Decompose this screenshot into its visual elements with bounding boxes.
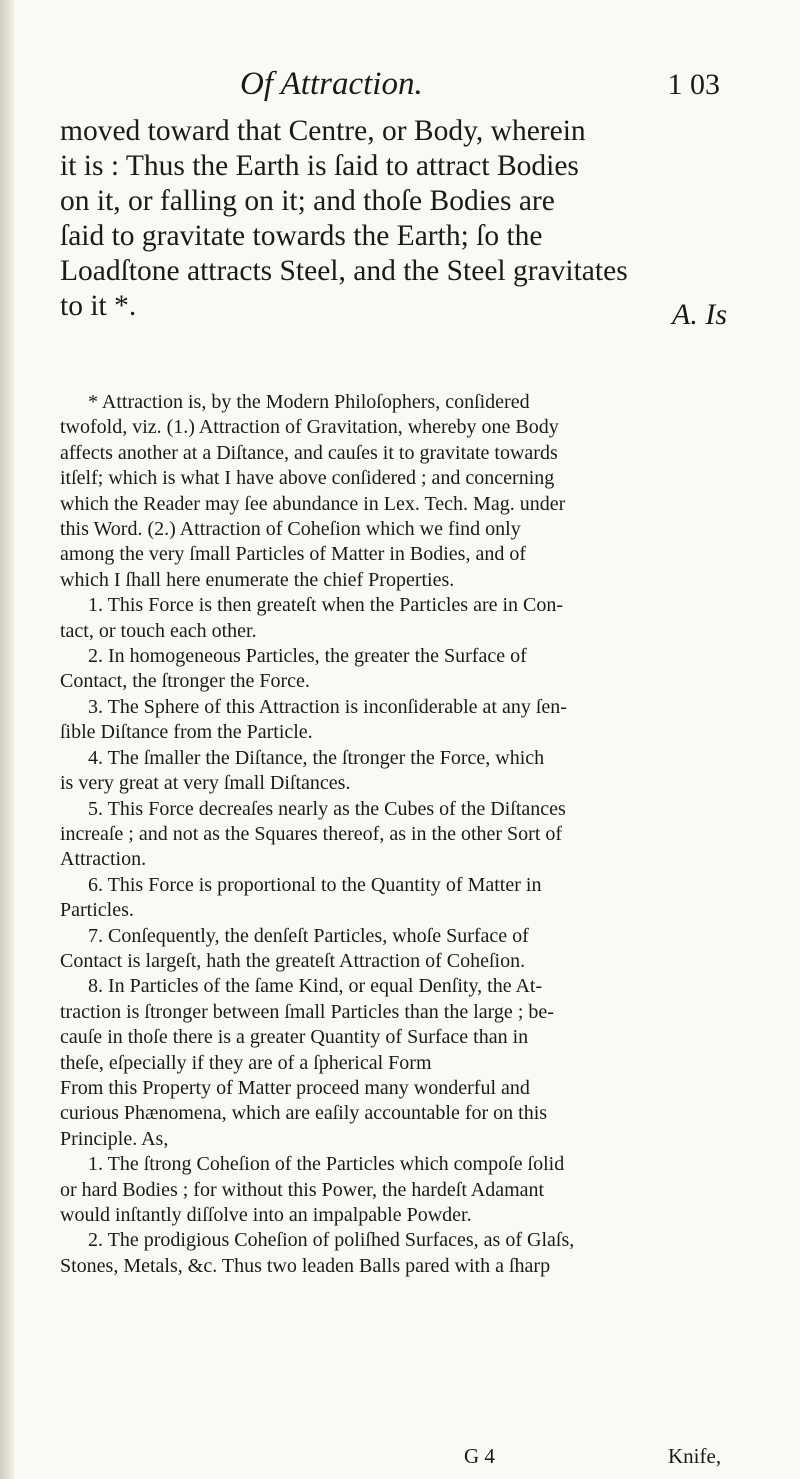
footnote-line: From this Property of Matter proceed many wonderful and	[60, 1076, 530, 1099]
footnote-line: ſible Diſtance from the Particle.	[60, 721, 313, 744]
text-line: on it, or falling on it; and thoſe Bodies are	[60, 185, 555, 217]
text-line: it is : Thus the Earth is ſaid to attract Bodies	[60, 150, 579, 182]
footnote-line: Stones, Metals, &c. Thus two leaden Balls pared with a ſharp	[60, 1254, 551, 1277]
footnote-line: which I ſhall here enumerate the chief Properties.	[60, 568, 455, 591]
page-number: 1 03	[667, 68, 720, 101]
running-head: Of Attraction.	[240, 66, 423, 102]
footnote-line: twofold, viz. (1.) Attraction of Gravitation, whereby one Body	[60, 416, 559, 439]
footnote-line: among the very ſmall Particles of Matter in Bodies, and of	[60, 543, 526, 566]
footnote-line: Particles.	[60, 899, 134, 922]
footnote-line: * Attraction is, by the Modern Philoſophers, conſidered	[88, 391, 530, 413]
footnote-line: this Word. (2.) Attraction of Coheſion which we find only	[60, 518, 521, 541]
footnote-line: 5. This Force decreaſes nearly as the Cubes of the Diſtances	[88, 797, 566, 820]
footnote-line: traction is ſtronger between ſmall Particles than the large ; be-	[60, 1000, 554, 1023]
main-text	[60, 114, 740, 324]
footnote-line: increaſe ; and not as the Squares thereof, as in the other Sort of	[60, 822, 563, 845]
page-binding-edge	[0, 0, 14, 1479]
footnote-line: 4. The ſmaller the Diſtance, the ſtronger the Force, which	[88, 746, 545, 769]
text-line: ſaid to gravitate towards the Earth; ſo the	[60, 220, 543, 252]
footnote-line: 1. This Force is then greateſt when the Particles are in Con-	[88, 594, 564, 617]
page-header	[60, 66, 720, 116]
footnote-line: 8. In Particles of the ſame Kind, or equal Denſity, the At-	[88, 975, 543, 998]
footnote-line: or hard Bodies ; for without this Power, the hardeſt Adamant	[60, 1178, 545, 1201]
catchword-bottom: Knife,	[668, 1444, 722, 1468]
footnote-line: 1. The ſtrong Coheſion of the Particles which compoſe ſolid	[88, 1153, 565, 1176]
footnote-line: is very great at very ſmall Diſtances.	[60, 772, 351, 795]
footnote-line: Attraction.	[60, 848, 147, 871]
catchword-top: A. Is	[672, 298, 727, 331]
footnote-line: curious Phænomena, which are eaſily accountable for on this	[60, 1102, 548, 1125]
text-line: Loadſtone attracts Steel, and the Steel gravitates	[60, 255, 628, 287]
footnote-line: Contact, the ſtronger the Force.	[60, 670, 310, 693]
footnote-line: 2. The prodigious Coheſion of poliſhed Surfaces, as of Glaſs,	[88, 1229, 575, 1252]
footnote-line: would inſtantly diſſolve into an impalpable Powder.	[60, 1204, 472, 1226]
footnote-line: tact, or touch each other.	[60, 619, 257, 642]
footnote-line: affects another at a Diſtance, and cauſes it to gravitate towards	[60, 441, 558, 464]
footnote-line: cauſe in thoſe there is a greater Quantity of Surface than in	[60, 1026, 529, 1049]
text-line: to it *.	[60, 290, 137, 322]
footnote-line: Principle. As,	[60, 1127, 169, 1150]
text-line: moved toward that Centre, or Body, wherein	[60, 115, 586, 147]
footnote-line: 7. Conſequently, the denſeſt Particles, whoſe Surface of	[88, 924, 529, 947]
footnote-line: itſelf; which is what I have above conſidered ; and concerning	[60, 467, 555, 490]
footnote-line: 3. The Sphere of this Attraction is inconſiderable at any ſen-	[88, 695, 567, 718]
footnote-line: 2. In homogeneous Particles, the greater the Surface of	[88, 645, 527, 668]
footnote-line: theſe, eſpecially if they are of a ſpherical Form	[60, 1051, 432, 1074]
footnote-line: Contact is largeſt, hath the greateſt Attraction of Coheſion.	[60, 949, 526, 972]
footnote-line: 6. This Force is proportional to the Quantity of Matter in	[88, 873, 542, 896]
footnote	[60, 390, 740, 1279]
footnote-line: which the Reader may ſee abundance in Lex. Tech. Mag. under	[60, 492, 566, 515]
signature-mark: G 4	[464, 1444, 495, 1468]
